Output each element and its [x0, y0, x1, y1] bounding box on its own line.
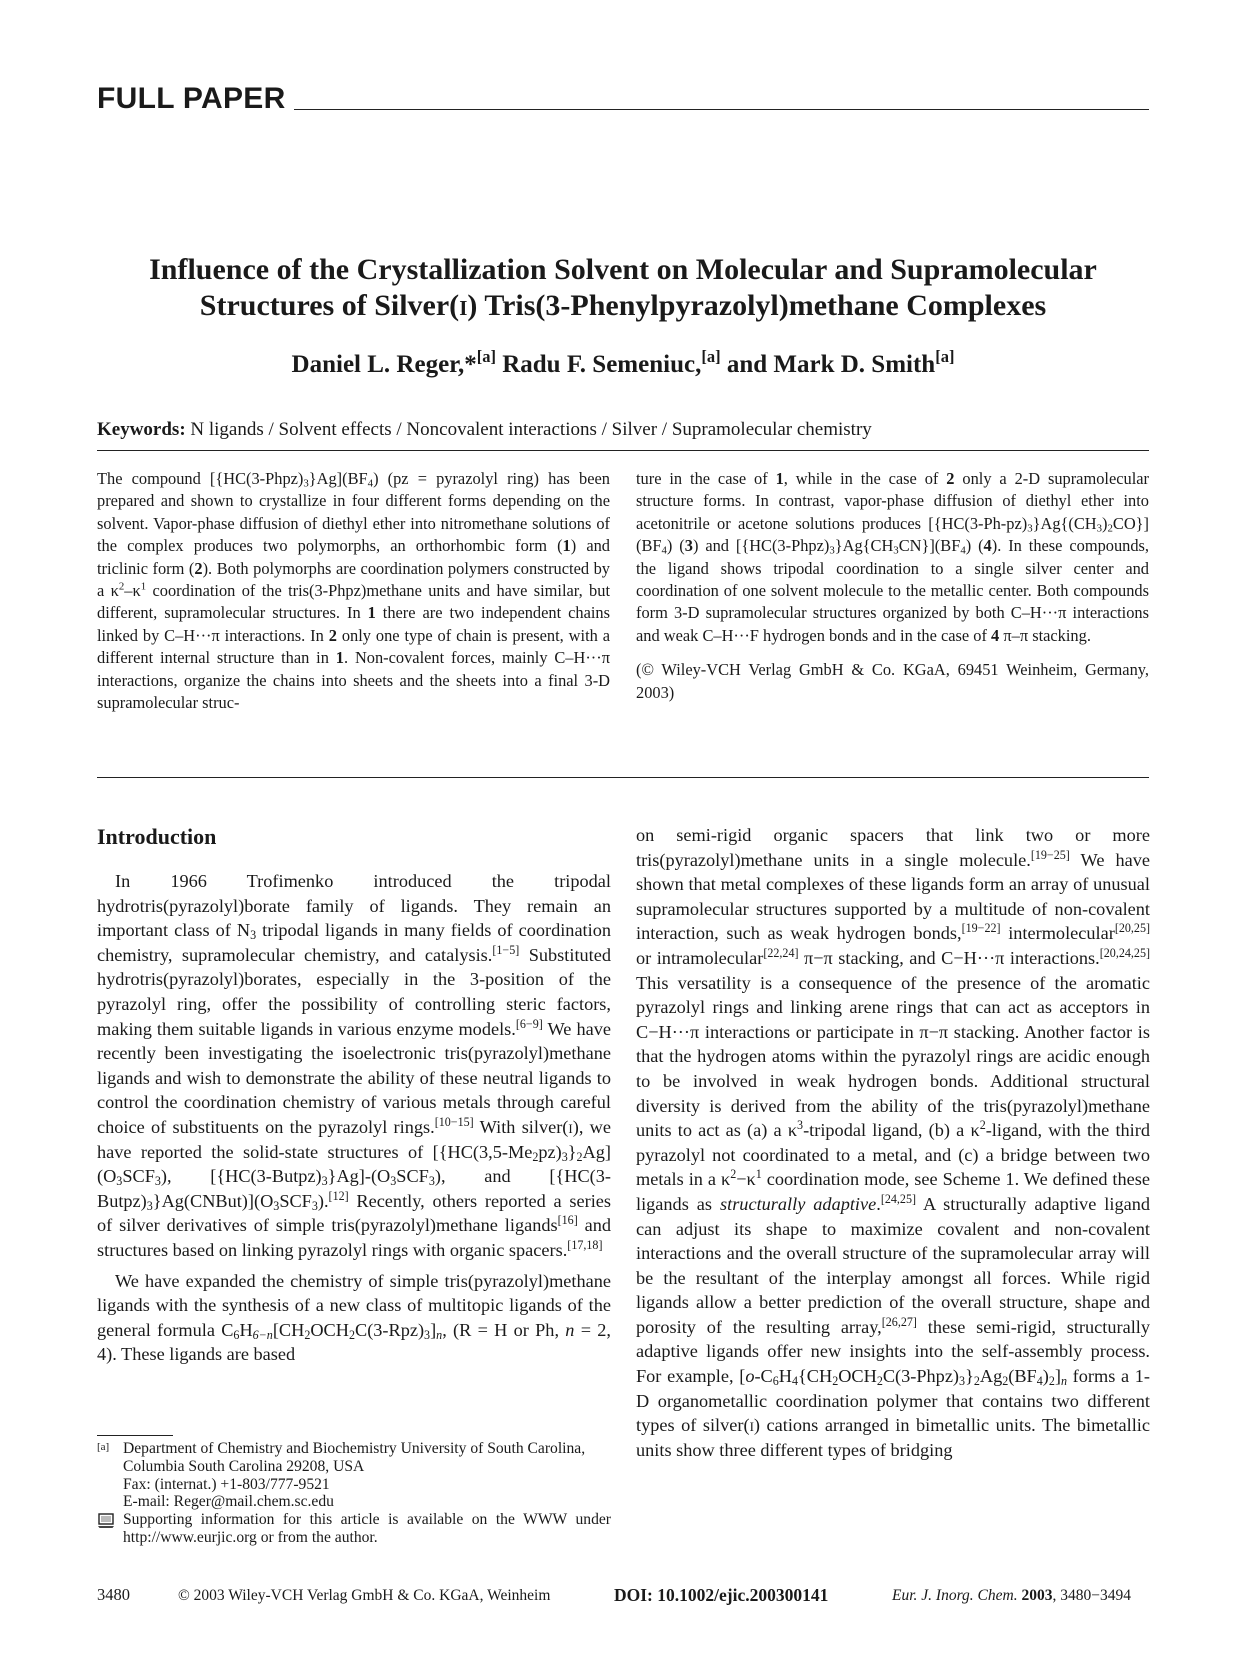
- header-rule: [294, 109, 1149, 110]
- intro-paragraph-3: on semi-rigid organic spacers that link two or more tris(pyrazolyl)methane units in a single molecule.[19−25] We have shown that metal complexes of these ligands form an array of unusual supramolecular structures supported by a multitude of non-covalent interaction, such as weak hydrogen bonds,[19−22] intermolecular[20,25] or intramolecular[22,24] π−π stacking, and C−H···π interactions.[20,24,25] This versatility is a consequence of the presence of the aromatic pyrazolyl rings and linking arene rings that can act as acceptors in C−H···π interactions or participate in π−π stacking. Another factor is that the hydrogen atoms within the pyrazolyl rings are acidic enough to be involved in weak hydrogen bonds. Additional structural diversity is derived from the ability of the tris(pyrazolyl)methane units to act as (a) a $\kappa^3$-tripodal ligand, (b) a $\kappa^2$-ligand, with the third pyrazolyl not coordinated to a metal, and (c) a bridge between two metals in a $\kappa^2-\kappa^1$ coordination mode, see Scheme 1. We defined these ligands as structurally adaptive.[24,25] A structurally adaptive ligand can adjust its shape to maximize covalent and non-covalent interactions and the overall structure of the supramolecular array will be the resultant of the interplay amongst all forces. While rigid ligands allow a better prediction of the overall structure, shape and porosity of the resulting array,[26,27] these semi-rigid, structurally adaptive ligands offer new insights into the self-assembly process. For example, $[o-C_6H_4\{CH_2OCH_2C(3-Phpz)_3\}_2Ag_2(BF_4)_2]_n$ forms a 1-D organometallic coordination polymer that contains two different types of silver(i) cations arranged in bimetallic units. The bimetallic units show three different types of bridging: [636, 825, 1151, 1460]
- affiliation-footnote: [a] Department of Chemistry and Biochemistry University of South Carolina, Columbia South Carolina 29208, USA Fax: (internat.) +1-803/777-9521 E-mail: Reger@mail.chem.sc.edu: [97, 1440, 611, 1511]
- keywords-label: Keywords:: [97, 419, 186, 440]
- abstract-bottom-rule: [97, 777, 1149, 778]
- email: E-mail: Reger@mail.chem.sc.edu: [123, 1493, 334, 1511]
- intro-left-column: [97, 869, 611, 1367]
- footnote-mark: [a]: [97, 1441, 110, 1453]
- intro-heading: Introduction: [97, 824, 217, 849]
- section-label: FULL PAPER: [97, 82, 286, 115]
- abstract-copyright: (© Wiley-VCH Verlag GmbH & Co. KGaA, 69451 Weinheim, Germany, 2003): [636, 660, 1149, 702]
- intro-paragraph-1: In 1966 Trofimenko introduced the tripodal hydrotris(pyrazolyl)borate family of ligands. They remain an important class of $N_3$ tripodal ligands in many fields of coordination chemistry, supramolecular chemistry, and catalysis.[1−5] Substituted hydrotris(pyrazolyl)borates, especially in the 3-position of the pyrazolyl ring, offer the possibility of controlling steric factors, making them suitable ligands in various enzyme models.[6−9] We have recently been investigating the isoelectronic tris(pyrazolyl)methane ligands and wish to demonstrate the ability of these neutral ligands to control the coordination chemistry of various metals through careful choice of substituents on the pyrazolyl rings.[10−15] With silver(i), we have reported the solid-state structures of $[\{HC(3,5-Me_2pz)_3\}_2Ag](O_3SCF_3)$, $[\{HC(3-Butpz)_3\}Ag]-(O_3SCF_3)$, and $[\{HC(3-Butpz)_3\}Ag(CNBut)](O_3SCF_3).[12]$ Recently, others reported a series of silver derivatives of simple tris(pyrazolyl)methane ligands[16] and structures based on linking pyrazolyl rings with organic spacers.[17,18]: [97, 871, 612, 1260]
- title-line-1: Influence of the Crystallization Solvent on Molecular and Supramolecular: [149, 253, 1097, 286]
- header: [97, 78, 1149, 114]
- author-2: Radu F. Semeniuc,: [502, 351, 702, 378]
- author-3: Mark D. Smith: [773, 351, 936, 378]
- supporting-info-footnote: Supporting information for this article is available on the WWW under http://www.eurjic.org or from the author.: [97, 1511, 611, 1547]
- computer-icon: [97, 1513, 115, 1529]
- footer-copyright: © 2003 Wiley-VCH Verlag GmbH & Co. KGaA, Weinheim: [178, 1587, 551, 1604]
- page-number: 3480: [97, 1585, 130, 1604]
- doi: DOI: 10.1002/ejic.200300141: [614, 1585, 829, 1605]
- page-footer: [0, 1585, 1240, 1615]
- abstract-paragraph: The compound $[\{HC(3-Phpz)_3\}Ag](BF_4) (pz$ = pyrazolyl ring) has been prepared and shown to crystallize in four different forms depending on the solvent. Vapor-phase diffusion of diethyl ether into nitromethane solutions of the complex produces two polymorphs, an orthorhombic form (1) and triclinic form (2). Both polymorphs are coordination polymers constructed by a $\kappa^2-\kappa^1$ coordination of the tris(3-Phpz)methane units and have similar, but different, supramolecular structures. In 1 there are two independent chains linked by C–H···π interactions. In 2 only one type of chain is present, with a different internal structure than in 1. Non-covalent forces, mainly C–H···π interactions, organize the chains into sheets and the sheets into a final 3-D supramolecular struc-: [97, 469, 611, 713]
- authors: Daniel L. Reger,*[a] Radu F. Semeniuc,[a] and Mark D. Smith[a]: [291, 347, 955, 378]
- title-line-2: Structures of Silver(i) Tris(3-Phenylpyrazolyl)methane Complexes: [199, 289, 1047, 322]
- intro-paragraph-2: We have expanded the chemistry of simple tris(pyrazolyl)methane ligands with the synthesis of a new class of multitopic ligands of the general formula $C_6H_{6-n}[CH_2OCH_2C(3-Rpz)_3]_n$, (R = H or Ph, n = 2, 4). These ligands are based: [97, 1270, 611, 1365]
- keywords: [97, 418, 1149, 442]
- footnotes: [97, 1440, 611, 1547]
- article-title: [97, 252, 1149, 324]
- keywords-text: N ligands / Solvent effects / Noncovalent interactions / Silver / Supramolecular chemistry: [190, 419, 872, 440]
- footnote-rule: [97, 1435, 173, 1436]
- journal-citation: Eur. J. Inorg. Chem. 2003 , 3480−3494: [892, 1587, 1131, 1604]
- abstract-paragraph: ture in the case of 1, while in the case of 2 only a 2-D supramolecular structure forms. In contrast, vapor-phase diffusion of diethyl ether into acetonitrile or acetone solutions produces $[\{HC(3-Ph-pz)_3\}Ag\{(CH_3)_2CO\}](BF_4)$ (3) and $[\{HC(3-Phpz)_3\}Ag\{CH_3CN\}](BF_4)$ (4). In these compounds, the ligand shows tripodal coordination to a single silver center and coordination of one solvent molecule to the metallic center. Both compounds form 3-D supramolecular structures organized by both C–H···π interactions and weak C–H···F hydrogen bonds and in the case of 4 π–π stacking.: [636, 469, 1150, 645]
- abstract-right: [636, 468, 1149, 704]
- intro-right-column: [636, 823, 1150, 1462]
- abstract-left: [97, 468, 610, 714]
- abstract-top-rule: [97, 450, 1149, 451]
- author-1: Daniel L. Reger,*: [291, 351, 477, 378]
